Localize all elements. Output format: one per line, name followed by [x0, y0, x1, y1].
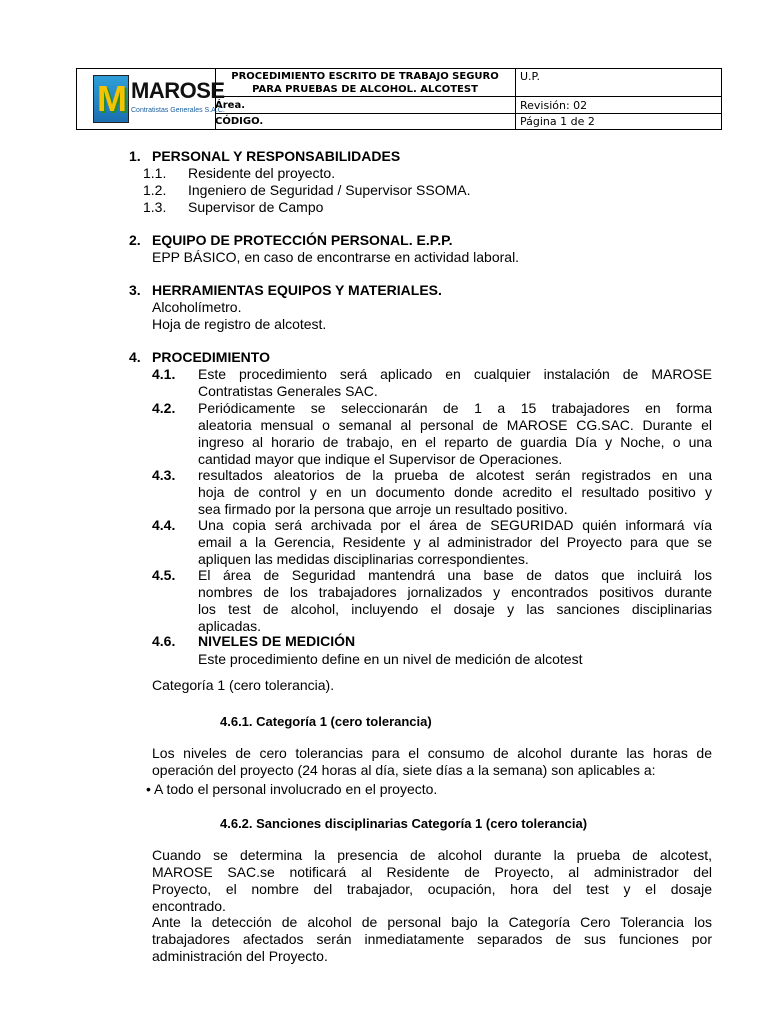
text-line: sea firmado por la persona que arroje un resultado positivo. [198, 501, 568, 517]
text-line: resultados aleatorios de la prueba de alcotest serán registrados en una [198, 467, 712, 483]
item-1-2-number: 1.2. [143, 182, 167, 198]
section-3-number: 3. [129, 282, 141, 298]
area-label: Área. [215, 100, 245, 111]
revision-label: Revisión: 02 [520, 99, 588, 112]
document-title: PROCEDIMIENTO ESCRITO DE TRABAJO SEGURO PARA PRUEBAS DE ALCOHOL. ALCOTEST [231, 71, 499, 95]
item-4-2-number: 4.2. [152, 400, 176, 416]
text-line: cantidad mayor que indique el Supervisor de Operaciones. [198, 451, 563, 467]
item-4-2-text [198, 400, 712, 468]
item-4-4-number: 4.4. [152, 517, 176, 533]
document-header-table [76, 68, 722, 130]
logo-name: MAROSE [131, 78, 225, 103]
text-line: Ante la detección de alcohol de personal bajo la Categoría Cero Tolerancia los [152, 914, 712, 930]
page-number: Página 1 de 2 [520, 115, 595, 128]
item-4-6-text: Este procedimiento define en un nivel de medición de alcotest [198, 651, 583, 667]
up-label: U.P. [520, 70, 540, 83]
text-line: aleatoria mensual o semanal al personal de MAROSE CG.SAC. Durante el [198, 417, 712, 433]
heading-4-6-2: 4.6.2. Sanciones disciplinarias Categoría 1 (cero tolerancia) [220, 816, 588, 831]
bullet-item: • A todo el personal involucrado en el proyecto. [146, 781, 438, 797]
text-line: Cuando se determina la presencia de alcohol durante la prueba de alcotest, [152, 847, 712, 863]
item-1-2-text: Ingeniero de Seguridad / Supervisor SSOMA. [188, 182, 471, 198]
text-line: hoja de control y en un documento donde acredito el resultado positivo y [198, 484, 712, 500]
section-4-title: PROCEDIMIENTO [152, 349, 270, 365]
item-4-5-number: 4.5. [152, 567, 176, 583]
text-line: MAROSE SAC.se notificará al Residente de Proyecto, al administrador del [152, 864, 712, 880]
paragraph-4-6-2-a [152, 847, 712, 915]
item-1-1-text: Residente del proyecto. [188, 165, 336, 181]
section-1-number: 1. [129, 148, 141, 164]
item-4-3-text [198, 467, 712, 518]
text-line: administración del Proyecto. [152, 948, 328, 964]
section-2-number: 2. [129, 232, 141, 248]
item-1-3-text: Supervisor de Campo [188, 199, 324, 215]
paragraph-4-6-1 [152, 745, 712, 779]
item-4-1-text [198, 366, 712, 400]
logo-m-mark: M [93, 75, 129, 123]
section-3-line: Hoja de registro de alcotest. [152, 316, 327, 332]
text-line: email a la Gerencia, Residente y al administrador del Proyecto para que se [198, 534, 712, 550]
section-2-text: EPP BÁSICO, en caso de encontrarse en actividad laboral. [152, 249, 520, 265]
item-4-1-number: 4.1. [152, 366, 176, 382]
heading-4-6-1: 4.6.1. Categoría 1 (cero tolerancia) [220, 714, 432, 729]
text-line: los test de alcohol, incluyendo el dosaje y las sanciones disciplinarias [198, 601, 712, 617]
item-4-3-number: 4.3. [152, 467, 176, 483]
section-3-title: HERRAMIENTAS EQUIPOS Y MATERIALES. [152, 282, 442, 298]
codigo-label: CÓDIGO. [215, 116, 264, 127]
text-line: apliquen las medidas disciplinarias correspondientes. [198, 551, 529, 567]
text-line: operación del proyecto (24 horas al día, siete días a la semana) son aplicables a: [152, 762, 656, 778]
text-line: Contratistas Generales SAC. [198, 383, 378, 399]
logo-subtitle: Contratistas Generales S.A.C. [131, 107, 225, 114]
item-4-6-title: NIVELES DE MEDICIÓN [198, 633, 356, 649]
text-line: nombres de los trabajadores jornalizados y encontrados positivos durante [198, 584, 712, 600]
text-line: encontrado. [152, 898, 226, 914]
categoria-text: Categoría 1 (cero tolerancia). [152, 677, 335, 693]
section-3-line: Alcoholímetro. [152, 299, 242, 315]
section-2-title: EQUIPO DE PROTECCIÓN PERSONAL. E.P.P. [152, 232, 453, 248]
item-1-1-number: 1.1. [143, 165, 167, 181]
item-4-4-text [198, 517, 712, 568]
text-line: Este procedimiento será aplicado en cualquier instalación de MAROSE [198, 366, 712, 382]
text-line: ingreso al horario de trabajo, en el reparto de guardia Día y Noche, o una [198, 434, 712, 450]
text-line: aplicadas. [198, 618, 262, 634]
text-line: Proyecto, el nombre del trabajador, ocupación, hora del test y el dosaje [152, 881, 712, 897]
company-logo [91, 73, 225, 125]
text-line: Una copia será archivada por el área de SEGURIDAD quién informará vía [198, 517, 712, 533]
section-4-number: 4. [129, 349, 141, 365]
text-line: Los niveles de cero tolerancias para el consumo de alcohol durante las horas de [152, 745, 712, 761]
text-line: trabajadores afectados serán inmediatamente separados de sus funciones por [152, 931, 712, 947]
text-line: El área de Seguridad mantendrá una base de datos que incluirá los [198, 567, 712, 583]
item-4-5-text [198, 567, 712, 635]
text-line: Periódicamente se seleccionarán de 1 a 15 trabajadores en forma [198, 400, 712, 416]
section-1-title: PERSONAL Y RESPONSABILIDADES [152, 148, 401, 164]
paragraph-4-6-2-b [152, 914, 712, 965]
item-4-6-number: 4.6. [152, 633, 176, 649]
item-1-3-number: 1.3. [143, 199, 167, 215]
